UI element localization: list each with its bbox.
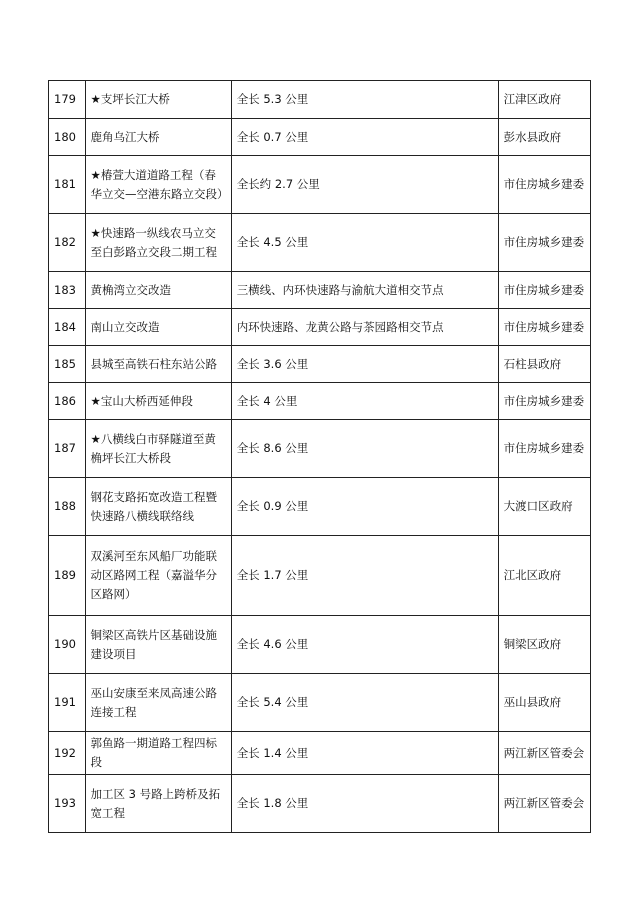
project-scale: 全长 4.5 公里	[231, 214, 498, 272]
project-name: 巫山安康至来凤高速公路连接工程	[85, 674, 231, 732]
project-name: ★椿萱大道道路工程（春华立交—空港东路立交段）	[85, 156, 231, 214]
project-name: 南山立交改造	[85, 309, 231, 346]
project-scale: 全长 4 公里	[231, 383, 498, 420]
table-row	[49, 775, 591, 833]
project-name: 县城至高铁石柱东站公路	[85, 346, 231, 383]
project-scale: 全长 4.6 公里	[231, 616, 498, 674]
project-scale: 全长约 2.7 公里	[231, 156, 498, 214]
table-row	[49, 272, 591, 309]
responsible-unit: 市住房城乡建委	[498, 420, 590, 478]
row-number: 182	[49, 214, 86, 272]
project-scale: 全长 1.8 公里	[231, 775, 498, 833]
table-row	[49, 478, 591, 536]
project-scale: 内环快速路、龙黄公路与茶园路相交节点	[231, 309, 498, 346]
row-number: 187	[49, 420, 86, 478]
row-number: 192	[49, 732, 86, 775]
table-row	[49, 674, 591, 732]
table-row	[49, 214, 591, 272]
table-row	[49, 732, 591, 775]
table-row	[49, 156, 591, 214]
responsible-unit: 市住房城乡建委	[498, 156, 590, 214]
project-table	[48, 80, 591, 833]
row-number: 193	[49, 775, 86, 833]
responsible-unit: 两江新区管委会	[498, 775, 590, 833]
project-name: 双溪河至东风船厂功能联动区路网工程（嘉溢华分区路网）	[85, 536, 231, 616]
table-row	[49, 383, 591, 420]
table-row	[49, 309, 591, 346]
responsible-unit: 大渡口区政府	[498, 478, 590, 536]
responsible-unit: 两江新区管委会	[498, 732, 590, 775]
project-name: 黄桷湾立交改造	[85, 272, 231, 309]
responsible-unit: 江北区政府	[498, 536, 590, 616]
project-scale: 全长 3.6 公里	[231, 346, 498, 383]
project-scale: 三横线、内环快速路与渝航大道相交节点	[231, 272, 498, 309]
table-row	[49, 616, 591, 674]
row-number: 191	[49, 674, 86, 732]
row-number: 188	[49, 478, 86, 536]
project-name: 郭鱼路一期道路工程四标段	[85, 732, 231, 775]
project-name: 铜梁区高铁片区基础设施建设项目	[85, 616, 231, 674]
project-name: ★八横线白市驿隧道至黄桷坪长江大桥段	[85, 420, 231, 478]
project-scale: 全长 0.9 公里	[231, 478, 498, 536]
responsible-unit: 巫山县政府	[498, 674, 590, 732]
table-row	[49, 119, 591, 156]
project-scale: 全长 1.4 公里	[231, 732, 498, 775]
row-number: 189	[49, 536, 86, 616]
table-row	[49, 81, 591, 119]
project-scale: 全长 1.7 公里	[231, 536, 498, 616]
project-name: 加工区 3 号路上跨桥及拓宽工程	[85, 775, 231, 833]
responsible-unit: 市住房城乡建委	[498, 383, 590, 420]
project-scale: 全长 0.7 公里	[231, 119, 498, 156]
responsible-unit: 市住房城乡建委	[498, 309, 590, 346]
project-scale: 全长 8.6 公里	[231, 420, 498, 478]
table-row	[49, 536, 591, 616]
table-row	[49, 346, 591, 383]
project-scale: 全长 5.4 公里	[231, 674, 498, 732]
project-scale: 全长 5.3 公里	[231, 81, 498, 119]
row-number: 184	[49, 309, 86, 346]
table-row	[49, 420, 591, 478]
row-number: 186	[49, 383, 86, 420]
responsible-unit: 市住房城乡建委	[498, 272, 590, 309]
project-name: ★支坪长江大桥	[85, 81, 231, 119]
responsible-unit: 市住房城乡建委	[498, 214, 590, 272]
row-number: 180	[49, 119, 86, 156]
row-number: 181	[49, 156, 86, 214]
responsible-unit: 石柱县政府	[498, 346, 590, 383]
project-name: 钢花支路拓宽改造工程暨快速路八横线联络线	[85, 478, 231, 536]
responsible-unit: 彭水县政府	[498, 119, 590, 156]
responsible-unit: 江津区政府	[498, 81, 590, 119]
row-number: 179	[49, 81, 86, 119]
responsible-unit: 铜梁区政府	[498, 616, 590, 674]
project-name: ★快速路一纵线农马立交至白彭路立交段二期工程	[85, 214, 231, 272]
project-name: ★宝山大桥西延伸段	[85, 383, 231, 420]
project-name: 鹿角乌江大桥	[85, 119, 231, 156]
row-number: 185	[49, 346, 86, 383]
row-number: 190	[49, 616, 86, 674]
row-number: 183	[49, 272, 86, 309]
